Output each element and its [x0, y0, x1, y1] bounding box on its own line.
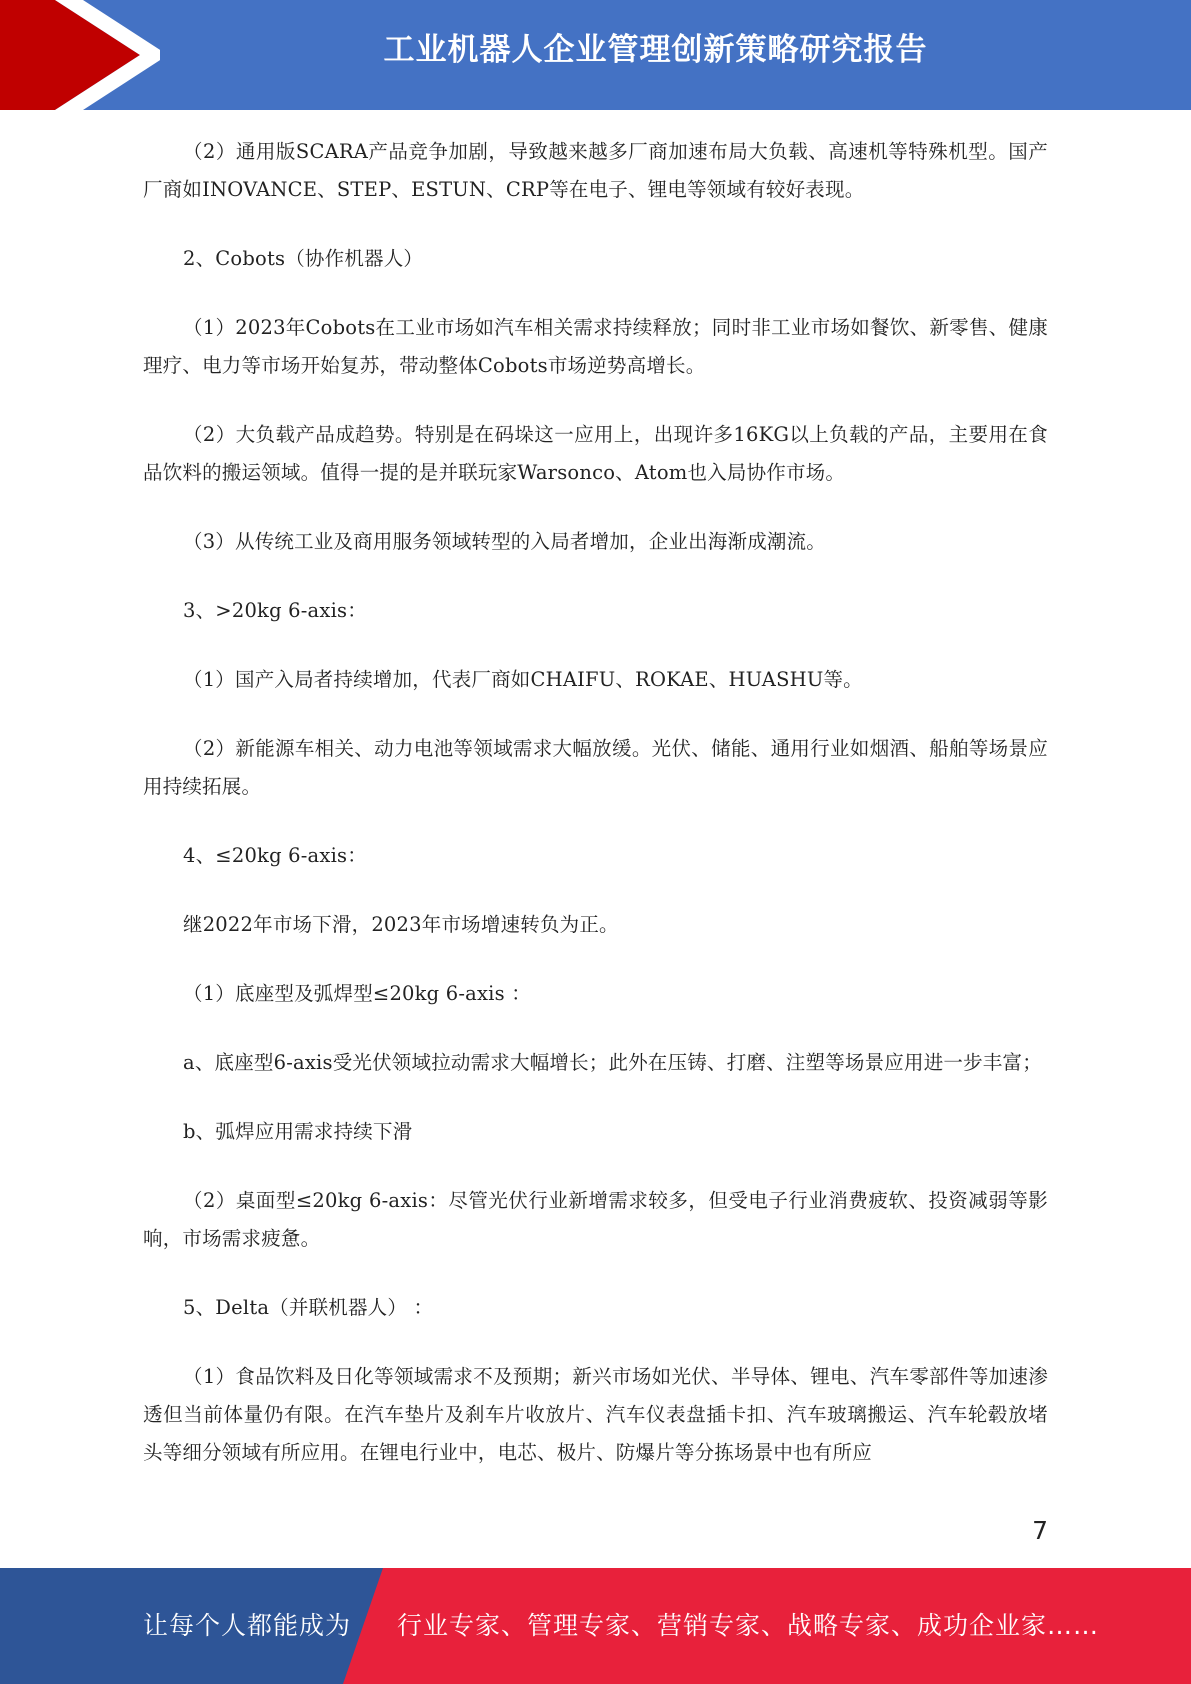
document-body — [143, 133, 1048, 1503]
paragraph-under-20kg-2: （2）桌面型≤20kg 6-axis：尽管光伏行业新增需求较多，但受电子行业消费疲软、投资减弱等影响，市场需求疲惫。 — [143, 1189, 1048, 1250]
paragraph-scara-2: （2）通用版SCARA产品竞争加剧，导致越来越多厂商加速布局大负载、高速机等特殊机型。国产厂商如INOVANCE、STEP、ESTUN、CRP等在电子、锂电等领域有较好表现。 — [143, 140, 1048, 201]
heading-cobots: 2、Cobots（协作机器人） — [183, 247, 424, 270]
page-number: 7 — [1032, 1516, 1048, 1545]
paragraph-under-20kg-1a: a、底座型6-axis受光伏领域拉动需求大幅增长；此外在压铸、打磨、注塑等场景应用进一步丰富； — [183, 1051, 1042, 1074]
paragraph-delta-1: （1）食品饮料及日化等领域需求不及预期；新兴市场如光伏、半导体、锂电、汽车零部件等加速渗透但当前体量仍有限。在汽车垫片及刹车片收放片、汽车仪表盘插卡扣、汽车玻璃搬运、汽车轮毂放堵头等细分领域有所应用。在锂电行业中，电芯、极片、防爆片等分拣场景中也有所应 — [143, 1365, 1048, 1464]
heading-over-20kg: 3、>20kg 6-axis： — [183, 599, 367, 622]
footer-slogan-left: 让每个人都能成为 — [143, 1611, 352, 1640]
paragraph-over-20kg-2: （2）新能源车相关、动力电池等领域需求大幅放缓。光伏、储能、通用行业如烟酒、船舶等场景应用持续拓展。 — [143, 737, 1048, 798]
paragraph-cobots-1: （1）2023年Cobots在工业市场如汽车相关需求持续释放；同时非工业市场如餐饮、新零售、健康理疗、电力等市场开始复苏，带动整体Cobots市场逆势高增长。 — [143, 316, 1048, 377]
heading-delta: 5、Delta（并联机器人） ： — [183, 1296, 434, 1319]
page-header — [0, 0, 1191, 110]
heading-under-20kg: 4、≤20kg 6-axis： — [183, 844, 367, 867]
paragraph-cobots-3: （3）从传统工业及商用服务领域转型的入局者增加，企业出海渐成潮流。 — [183, 530, 827, 553]
footer-slogan-right: 行业专家、管理专家、营销专家、战略专家、成功企业家…… — [397, 1611, 1100, 1640]
chevron-arrow-icon — [0, 0, 160, 110]
paragraph-under-20kg-1b: b、弧焊应用需求持续下滑 — [183, 1120, 413, 1143]
paragraph-under-20kg-intro: 继2022年市场下滑，2023年市场增速转负为正。 — [183, 913, 619, 936]
report-title: 工业机器人企业管理创新策略研究报告 — [383, 32, 928, 68]
page-footer — [0, 1568, 1191, 1684]
paragraph-cobots-2: （2）大负载产品成趋势。特别是在码垛这一应用上，出现许多16KG以上负载的产品，主要用在食品饮料的搬运领域。值得一提的是并联玩家Warsonco、Atom也入局协作市场。 — [143, 423, 1048, 484]
paragraph-over-20kg-1: （1）国产入局者持续增加，代表厂商如CHAIFU、ROKAE、HUASHU等。 — [183, 668, 863, 691]
paragraph-under-20kg-1: （1）底座型及弧焊型≤20kg 6-axis ： — [183, 982, 531, 1005]
